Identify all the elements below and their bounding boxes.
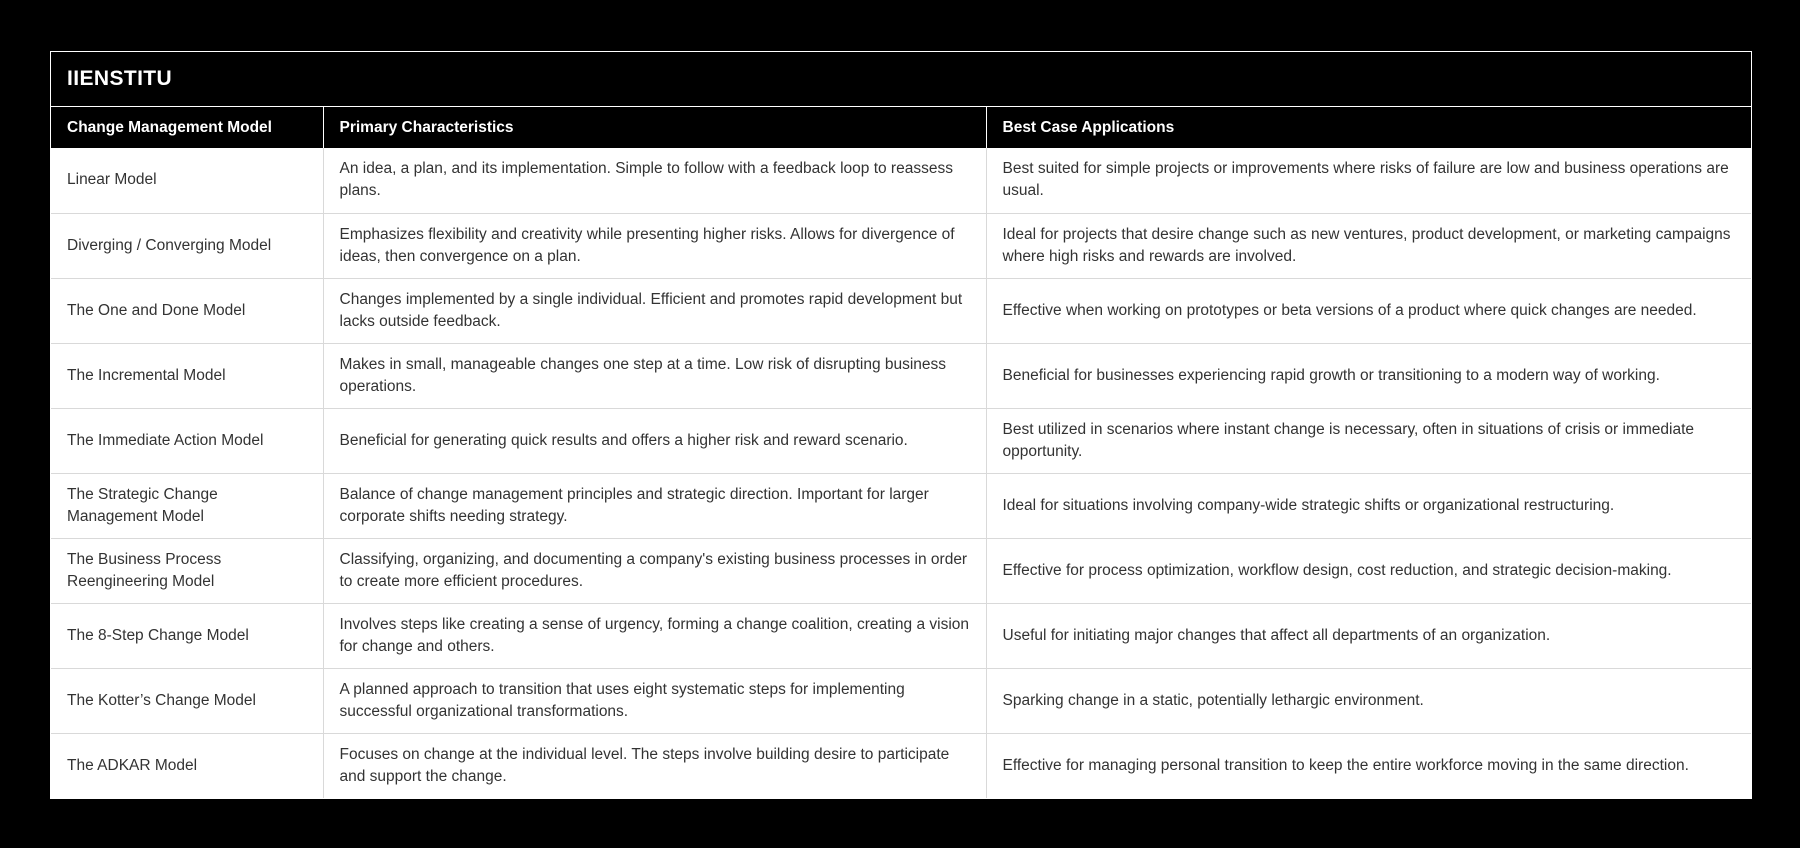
model-name-cell: The Strategic Change Management Model — [51, 473, 323, 538]
applications-cell: Best utilized in scenarios where instant change is necessary, often in situations of crisis or immediate opportunity. — [986, 408, 1751, 473]
applications-cell: Ideal for projects that desire change such as new ventures, product development, or marketing campaigns where high risks and rewards are involved. — [986, 213, 1751, 278]
model-name-cell: The Business Process Reengineering Model — [51, 538, 323, 603]
brand-bar — [51, 52, 1751, 107]
applications-cell: Best suited for simple projects or improvements where risks of failure are low and business operations are usual. — [986, 148, 1751, 213]
applications-cell: Useful for initiating major changes that affect all departments of an organization. — [986, 603, 1751, 668]
table-row — [51, 148, 1751, 213]
table-row — [51, 343, 1751, 408]
change-models-table — [51, 107, 1751, 798]
table-body — [51, 148, 1751, 798]
characteristics-cell: Classifying, organizing, and documenting a company's existing business processes in order to create more efficient procedures. — [323, 538, 986, 603]
table-row — [51, 733, 1751, 798]
table-row — [51, 213, 1751, 278]
model-name-cell: The Incremental Model — [51, 343, 323, 408]
column-header-characteristics: Primary Characteristics — [323, 107, 986, 148]
table-row — [51, 668, 1751, 733]
characteristics-cell: Focuses on change at the individual level. The steps involve building desire to participate and support the change. — [323, 733, 986, 798]
characteristics-cell: Involves steps like creating a sense of urgency, forming a change coalition, creating a vision for change and others. — [323, 603, 986, 668]
table-row — [51, 278, 1751, 343]
table-card — [50, 51, 1752, 799]
characteristics-cell: A planned approach to transition that uses eight systematic steps for implementing successful organizational transformations. — [323, 668, 986, 733]
header-row — [51, 107, 1751, 148]
model-name-cell: The 8-Step Change Model — [51, 603, 323, 668]
characteristics-cell: An idea, a plan, and its implementation. Simple to follow with a feedback loop to reassess plans. — [323, 148, 986, 213]
model-name-cell: The One and Done Model — [51, 278, 323, 343]
brand-title: IIENSTITU — [67, 67, 173, 90]
table-row — [51, 538, 1751, 603]
applications-cell: Effective when working on prototypes or beta versions of a product where quick changes are needed. — [986, 278, 1751, 343]
model-name-cell: The Kotter’s Change Model — [51, 668, 323, 733]
model-name-cell: Linear Model — [51, 148, 323, 213]
characteristics-cell: Changes implemented by a single individual. Efficient and promotes rapid development but lacks outside feedback. — [323, 278, 986, 343]
applications-cell: Beneficial for businesses experiencing rapid growth or transitioning to a modern way of working. — [986, 343, 1751, 408]
column-header-applications: Best Case Applications — [986, 107, 1751, 148]
table-row — [51, 603, 1751, 668]
applications-cell: Effective for process optimization, workflow design, cost reduction, and strategic decision-making. — [986, 538, 1751, 603]
model-name-cell: The ADKAR Model — [51, 733, 323, 798]
model-name-cell: Diverging / Converging Model — [51, 213, 323, 278]
model-name-cell: The Immediate Action Model — [51, 408, 323, 473]
applications-cell: Sparking change in a static, potentially lethargic environment. — [986, 668, 1751, 733]
characteristics-cell: Emphasizes flexibility and creativity while presenting higher risks. Allows for divergence of ideas, then convergence on a plan. — [323, 213, 986, 278]
characteristics-cell: Balance of change management principles and strategic direction. Important for larger corporate shifts needing strategy. — [323, 473, 986, 538]
table-row — [51, 473, 1751, 538]
table-row — [51, 408, 1751, 473]
characteristics-cell: Makes in small, manageable changes one step at a time. Low risk of disrupting business operations. — [323, 343, 986, 408]
characteristics-cell: Beneficial for generating quick results and offers a higher risk and reward scenario. — [323, 408, 986, 473]
column-header-model: Change Management Model — [51, 107, 323, 148]
applications-cell: Effective for managing personal transition to keep the entire workforce moving in the same direction. — [986, 733, 1751, 798]
applications-cell: Ideal for situations involving company-wide strategic shifts or organizational restructuring. — [986, 473, 1751, 538]
